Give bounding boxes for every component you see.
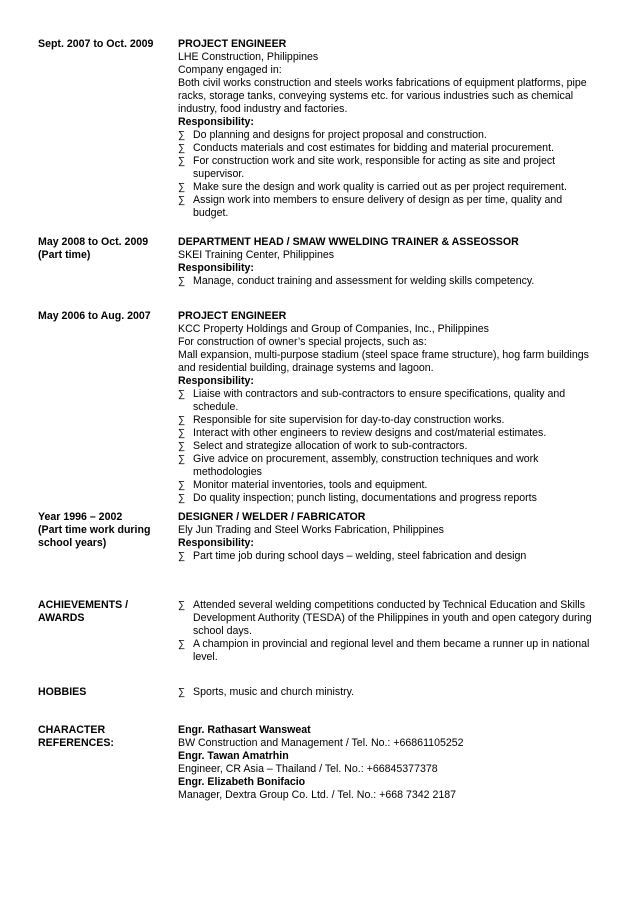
bullet-icon: ∑ [178,143,186,154]
reference-name: Engr. Elizabeth Bonifacio [178,776,306,788]
bullet-text: Conducts materials and cost estimates for bidding and material procurement. [193,142,554,154]
bullet-text: Give advice on procurement, assembly, construction techniques and work methodologies [193,453,539,478]
bullet-icon: ∑ [178,195,186,206]
section-label: HOBBIES [38,686,87,698]
section-body [178,686,600,699]
bullet-item [178,155,600,181]
section-label: CHARACTER REFERENCES: [38,724,114,749]
bullet-icon: ∑ [178,687,186,698]
bullet-item [178,388,600,414]
bullet-item [178,440,600,453]
bullet-icon: ∑ [178,415,186,426]
bullet-item [178,492,600,505]
section-text: For construction of owner’s special projects, such as: [178,336,427,348]
bullet-text: For construction work and site work, responsible for acting as site and project supervisor. [193,155,556,180]
section-text: LHE Construction, Philippines [178,51,319,63]
bullet-text: Assign work into members to ensure delivery of design as per time, quality and budget. [193,194,563,219]
section-body [178,38,600,220]
bullet-icon: ∑ [178,156,186,167]
responsibility-heading: Responsibility: [178,262,254,274]
bullet-text: Sports, music and church ministry. [193,686,355,698]
section-text: SKEI Training Center, Philippines [178,249,335,261]
bullet-icon: ∑ [178,130,186,141]
section-text: Mall expansion, multi-purpose stadium (steel space frame structure), hog farm buildings and residential building, drainage systems and lagoon. [178,349,589,374]
job-title: PROJECT ENGINEER [178,38,287,50]
bullet-text: Make sure the design and work quality is carried out as per project requirement. [193,181,567,193]
bullet-icon: ∑ [178,441,186,452]
bullet-text: Attended several welding competitions conducted by Technical Education and Skills Development Authority (TESDA) of the Philippines in youth and open category during school days. [193,599,592,637]
section-body [178,236,600,288]
section-text: Company engaged in: [178,64,282,76]
section-text: KCC Property Holdings and Group of Companies, Inc., Philippines [178,323,489,335]
bullet-icon: ∑ [178,600,186,611]
bullet-icon: ∑ [178,389,186,400]
responsibility-heading: Responsibility: [178,375,254,387]
bullet-text: Liaise with contractors and sub-contractors to ensure specifications, quality and schedule. [193,388,566,413]
reference-name: Engr. Rathasart Wansweat [178,724,311,736]
bullet-item [178,194,600,220]
bullet-text: Monitor material inventories, tools and equipment. [193,479,428,491]
section-text: Both civil works construction and steels works fabrications of equipment platforms, pipe racks, storage tanks, conveying systems etc. for various industries such as chemical industry, food industry and factories. [178,77,587,115]
responsibility-heading: Responsibility: [178,537,254,549]
bullet-item [178,181,600,194]
bullet-item [178,129,600,142]
section-label: Sept. 2007 to Oct. 2009 [38,38,154,50]
section-body [178,310,600,505]
reference-detail: Engineer, CR Asia – Thailand / Tel. No.: +66845377378 [178,763,438,775]
bullet-item [178,275,600,288]
bullet-item [178,427,600,440]
bullet-text: Part time job during school days – welding, steel fabrication and design [193,550,527,562]
responsibility-heading: Responsibility: [178,116,254,128]
bullet-text: Manage, conduct training and assessment for welding skills competency. [193,275,535,287]
section-body [178,599,600,664]
job-title: DESIGNER / WELDER / FABRICATOR [178,511,366,523]
bullet-icon: ∑ [178,454,186,465]
bullet-item [178,550,600,563]
section-label: Year 1996 – 2002 (Part time work during school years) [38,511,151,549]
bullet-icon: ∑ [178,551,186,562]
bullet-item [178,142,600,155]
bullet-icon: ∑ [178,276,186,287]
section-body [178,511,600,563]
bullet-text: A champion in provincial and regional level and them became a runner up in national level. [193,638,590,663]
bullet-text: Do quality inspection; punch listing, documentations and progress reports [193,492,537,504]
bullet-icon: ∑ [178,428,186,439]
section-label: May 2006 to Aug. 2007 [38,310,151,322]
section-label: ACHIEVEMENTS / AWARDS [38,599,129,624]
reference-name: Engr. Tawan Amatrhin [178,750,289,762]
reference-detail: BW Construction and Management / Tel. No.: +66861105252 [178,737,464,749]
bullet-item [178,479,600,492]
bullet-item [178,414,600,427]
references-list [178,724,600,802]
bullet-icon: ∑ [178,639,186,650]
section-text: Ely Jun Trading and Steel Works Fabrication, Philippines [178,524,444,536]
section-label: May 2008 to Oct. 2009 (Part time) [38,236,149,261]
job-title: DEPARTMENT HEAD / SMAW WWELDING TRAINER & ASSEOSSOR [178,236,519,248]
bullet-item [178,638,600,664]
reference-detail: Manager, Dextra Group Co. Ltd. / Tel. No.: +668 7342 2187 [178,789,457,801]
bullet-text: Interact with other engineers to review designs and cost/material estimates. [193,427,547,439]
bullet-text: Do planning and designs for project proposal and construction. [193,129,487,141]
bullet-item [178,686,600,699]
bullet-icon: ∑ [178,182,186,193]
job-title: PROJECT ENGINEER [178,310,287,322]
bullet-text: Select and strategize allocation of work to sub-contractors. [193,440,468,452]
bullet-item [178,453,600,479]
bullet-text: Responsible for site supervision for day-to-day construction works. [193,414,505,426]
bullet-icon: ∑ [178,480,186,491]
bullet-item [178,599,600,638]
bullet-icon: ∑ [178,493,186,504]
